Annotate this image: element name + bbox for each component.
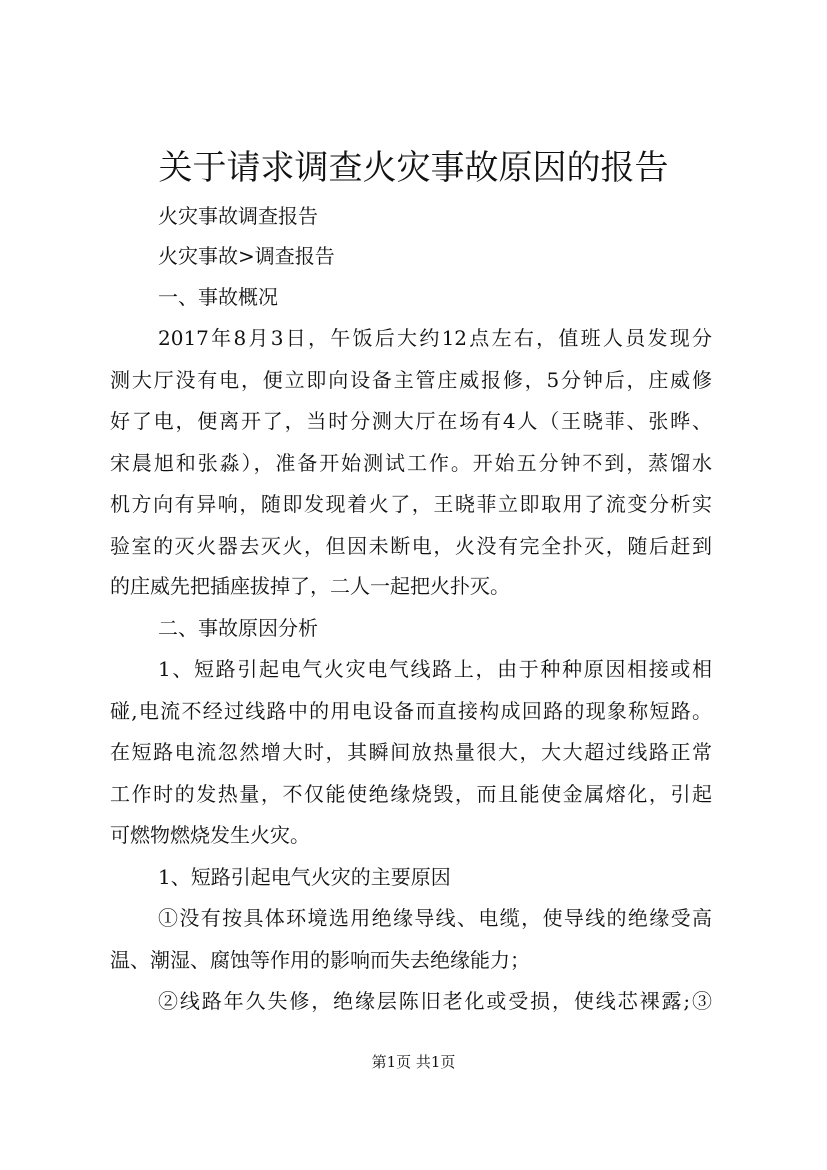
paragraph-line: 1、短路引起电气火灾电气线路上，由于种种原因相接或相 [158,657,712,681]
paragraph-line: 温、潮湿、腐蚀等作用的影响而失去绝缘能力； [110,948,530,972]
paragraph-line: ①没有按具体环境选用绝缘导线、电缆，使导线的绝缘受高 [158,906,712,930]
paragraph-line: 碰,电流不经过线路中的用电设备而直接构成回路的现象称短路。 [110,699,712,723]
paragraph-line: 可燃物燃烧发生火灾。 [110,823,310,847]
paragraph-line: 好了电，便离开了，当时分测大厅在场有4人（王晓菲、张晔、 [110,409,712,433]
paragraph-line: 2017年8月3日，午饭后大约12点左右，值班人员发现分 [158,326,712,350]
subheading: 火灾事故>调查报告 [158,244,335,268]
subsection-heading: 1、短路引起电气火灾的主要原因 [158,865,451,889]
paragraph-line: 验室的灭火器去灭火，但因未断电，火没有完全扑灭，随后赶到 [110,534,712,558]
page-number-footer: 第1页 共1页 [371,1053,456,1071]
paragraph-line: 机方向有异响，随即发现着火了，王晓菲立即取用了流变分析实 [110,492,712,516]
paragraph-line: 宋晨旭和张淼），准备开始测试工作。开始五分钟不到，蒸馏水 [110,451,712,475]
page-title: 关于请求调查火灾事故原因的报告 [158,148,669,188]
paragraph-line: 测大厅没有电，便立即向设备主管庄威报修，5分钟后，庄威修 [110,368,712,392]
subheading: 火灾事故调查报告 [158,204,318,228]
section-heading: 二、事故原因分析 [158,616,318,640]
paragraph-line: 的庄威先把插座拔掉了，二人一起把火扑灭。 [110,574,510,598]
paragraph-line: ②线路年久失修，绝缘层陈旧老化或受损，使线芯裸露;③ [158,989,712,1013]
paragraph-line: 在短路电流忽然增大时，其瞬间放热量很大，大大超过线路正常 [110,740,712,764]
paragraph-line: 工作时的发热量，不仅能使绝缘烧毁，而且能使金属熔化，引起 [110,782,712,806]
section-heading: 一、事故概况 [158,285,278,309]
